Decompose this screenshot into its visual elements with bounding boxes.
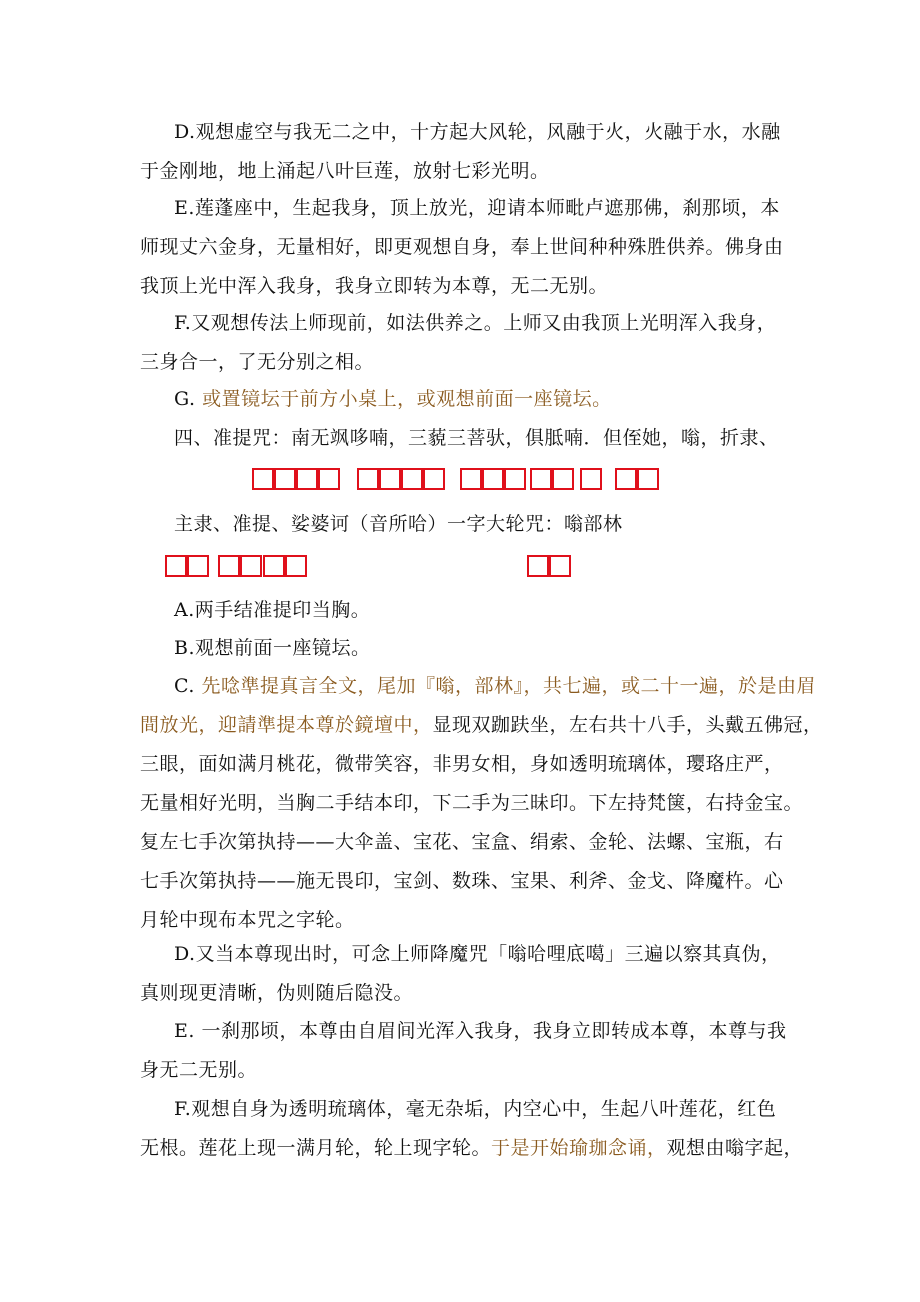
- text-line: 四、准提咒：南无飒哆喃，三藐三菩驮，俱胝喃．但侄她，嗡，折隶、: [174, 427, 779, 449]
- glyph-box: [580, 468, 602, 490]
- glyph-box: [482, 468, 504, 490]
- glyph-box: [530, 468, 552, 490]
- text-line: 复左七手次第执持——大伞盖、宝花、宝盒、绢索、金轮、法螺、宝瓶，右: [140, 831, 784, 853]
- glyph-box: [504, 468, 526, 490]
- text-line: [140, 667, 816, 706]
- paragraph-a-mudra: [140, 591, 788, 630]
- glyph-box: [187, 555, 209, 577]
- text-line: E. 一刹那顷，本尊由自眉间光浑入我身，我身立即转成本尊，本尊与我: [174, 1020, 787, 1042]
- paragraph-b-mirror-altar: [140, 629, 788, 668]
- glyph-box: [615, 468, 637, 490]
- paragraph-f-guru: [140, 304, 788, 382]
- text-line: 真则现更清晰，伪则随后隐没。: [140, 982, 414, 1004]
- highlighted-text: 先唸準提真言全文，尾加『嗡，部林』，共七遍，或二十一遍，於是由眉: [201, 675, 816, 697]
- text-segment: 显现双跏趺坐，左右共十八手，头戴五佛冠，: [432, 714, 823, 736]
- glyph-box: [527, 555, 549, 577]
- glyph-box: [357, 468, 379, 490]
- paragraph-cundi-mantra: [140, 419, 788, 458]
- paragraph-f-crystal-body: [140, 1090, 804, 1168]
- paragraph-e-lotus-seat: [140, 189, 788, 306]
- paragraph-e-merging: [140, 1012, 788, 1090]
- paragraph-d-visualize-wind: [140, 113, 788, 191]
- glyph-box: [240, 555, 262, 577]
- siddham-glyph-row: [0, 555, 920, 581]
- text-line: 于金刚地，地上涌起八叶巨莲，放射七彩光明。: [140, 160, 550, 182]
- highlighted-text: 間放光，迎請準提本尊於鏡壇中，: [140, 714, 433, 736]
- glyph-box: [637, 468, 659, 490]
- siddham-glyph-row: [0, 468, 920, 494]
- text-line: D.又当本尊现出时，可念上师降魔咒「嗡哈哩底噶」三遍以察其真伪，: [174, 943, 781, 965]
- glyph-box: [274, 468, 296, 490]
- item-prefix: G.: [174, 388, 203, 410]
- glyph-box: [296, 468, 318, 490]
- text-line: 三眼，面如满月桃花，微带笑容，非男女相，身如透明琉璃体，璎珞庄严，: [140, 753, 784, 775]
- text-line: A.两手结准提印当胸。: [174, 599, 371, 621]
- text-line: 三身合一，了无分别之相。: [140, 351, 375, 373]
- glyph-box: [379, 468, 401, 490]
- item-prefix: C.: [174, 675, 202, 697]
- paragraph-c-recitation: [140, 667, 823, 940]
- glyph-box: [218, 555, 240, 577]
- text-line: D.观想虚空与我无二之中，十方起大风轮，风融于火，火融于水，水融: [174, 121, 781, 143]
- text-line: F.观想自身为透明琉璃体，毫无杂垢，内空心中，生起八叶莲花，红色: [174, 1098, 777, 1120]
- text-line: 身无二无别。: [140, 1059, 258, 1081]
- paragraph-d-subjugation-mantra: [140, 935, 788, 1013]
- glyph-box: [263, 555, 285, 577]
- glyph-box: [318, 468, 340, 490]
- text-segment: 观想由嗡字起，: [666, 1137, 804, 1159]
- text-line: F.又观想传法上师现前，如法供养之。上师又由我顶上光明浑入我身，: [174, 312, 777, 334]
- highlighted-text: 于是开始瑜珈念诵，: [491, 1137, 667, 1159]
- glyph-box: [552, 468, 574, 490]
- text-line: [140, 706, 823, 745]
- text-line: [140, 380, 788, 419]
- paragraph-one-syllable-mantra: [140, 505, 788, 544]
- glyph-box: [165, 555, 187, 577]
- paragraph-g-mirror-altar: [140, 380, 788, 419]
- highlighted-text: 或置镜坛于前方小桌上，或观想前面一座镜坛。: [202, 388, 612, 410]
- text-line: [140, 1129, 804, 1168]
- text-line: B.观想前面一座镜坛。: [174, 637, 371, 659]
- text-line: 无量相好光明，当胸二手结本印，下二手为三昧印。下左持梵箧，右持金宝。: [140, 792, 804, 814]
- text-line: 主隶、准提、娑婆诃（音所哈）一字大轮咒：嗡部林: [174, 513, 623, 535]
- glyph-box: [401, 468, 423, 490]
- glyph-box: [423, 468, 445, 490]
- text-line: 月轮中现布本咒之字轮。: [140, 909, 355, 931]
- text-line: 师现丈六金身，无量相好，即更观想自身，奉上世间种种殊胜供养。佛身由: [140, 236, 784, 258]
- text-line: E.莲蓬座中，生起我身，顶上放光，迎请本师毗卢遮那佛，刹那顷，本: [174, 197, 780, 219]
- glyph-box: [285, 555, 307, 577]
- text-segment: 无根。莲花上现一满月轮，轮上现字轮。: [140, 1137, 492, 1159]
- glyph-box: [460, 468, 482, 490]
- glyph-box: [252, 468, 274, 490]
- glyph-box: [549, 555, 571, 577]
- text-line: 我顶上光中浑入我身，我身立即转为本尊，无二无别。: [140, 275, 609, 297]
- text-line: 七手次第执持——施无畏印，宝剑、数珠、宝果、利斧、金戈、降魔杵。心: [140, 870, 784, 892]
